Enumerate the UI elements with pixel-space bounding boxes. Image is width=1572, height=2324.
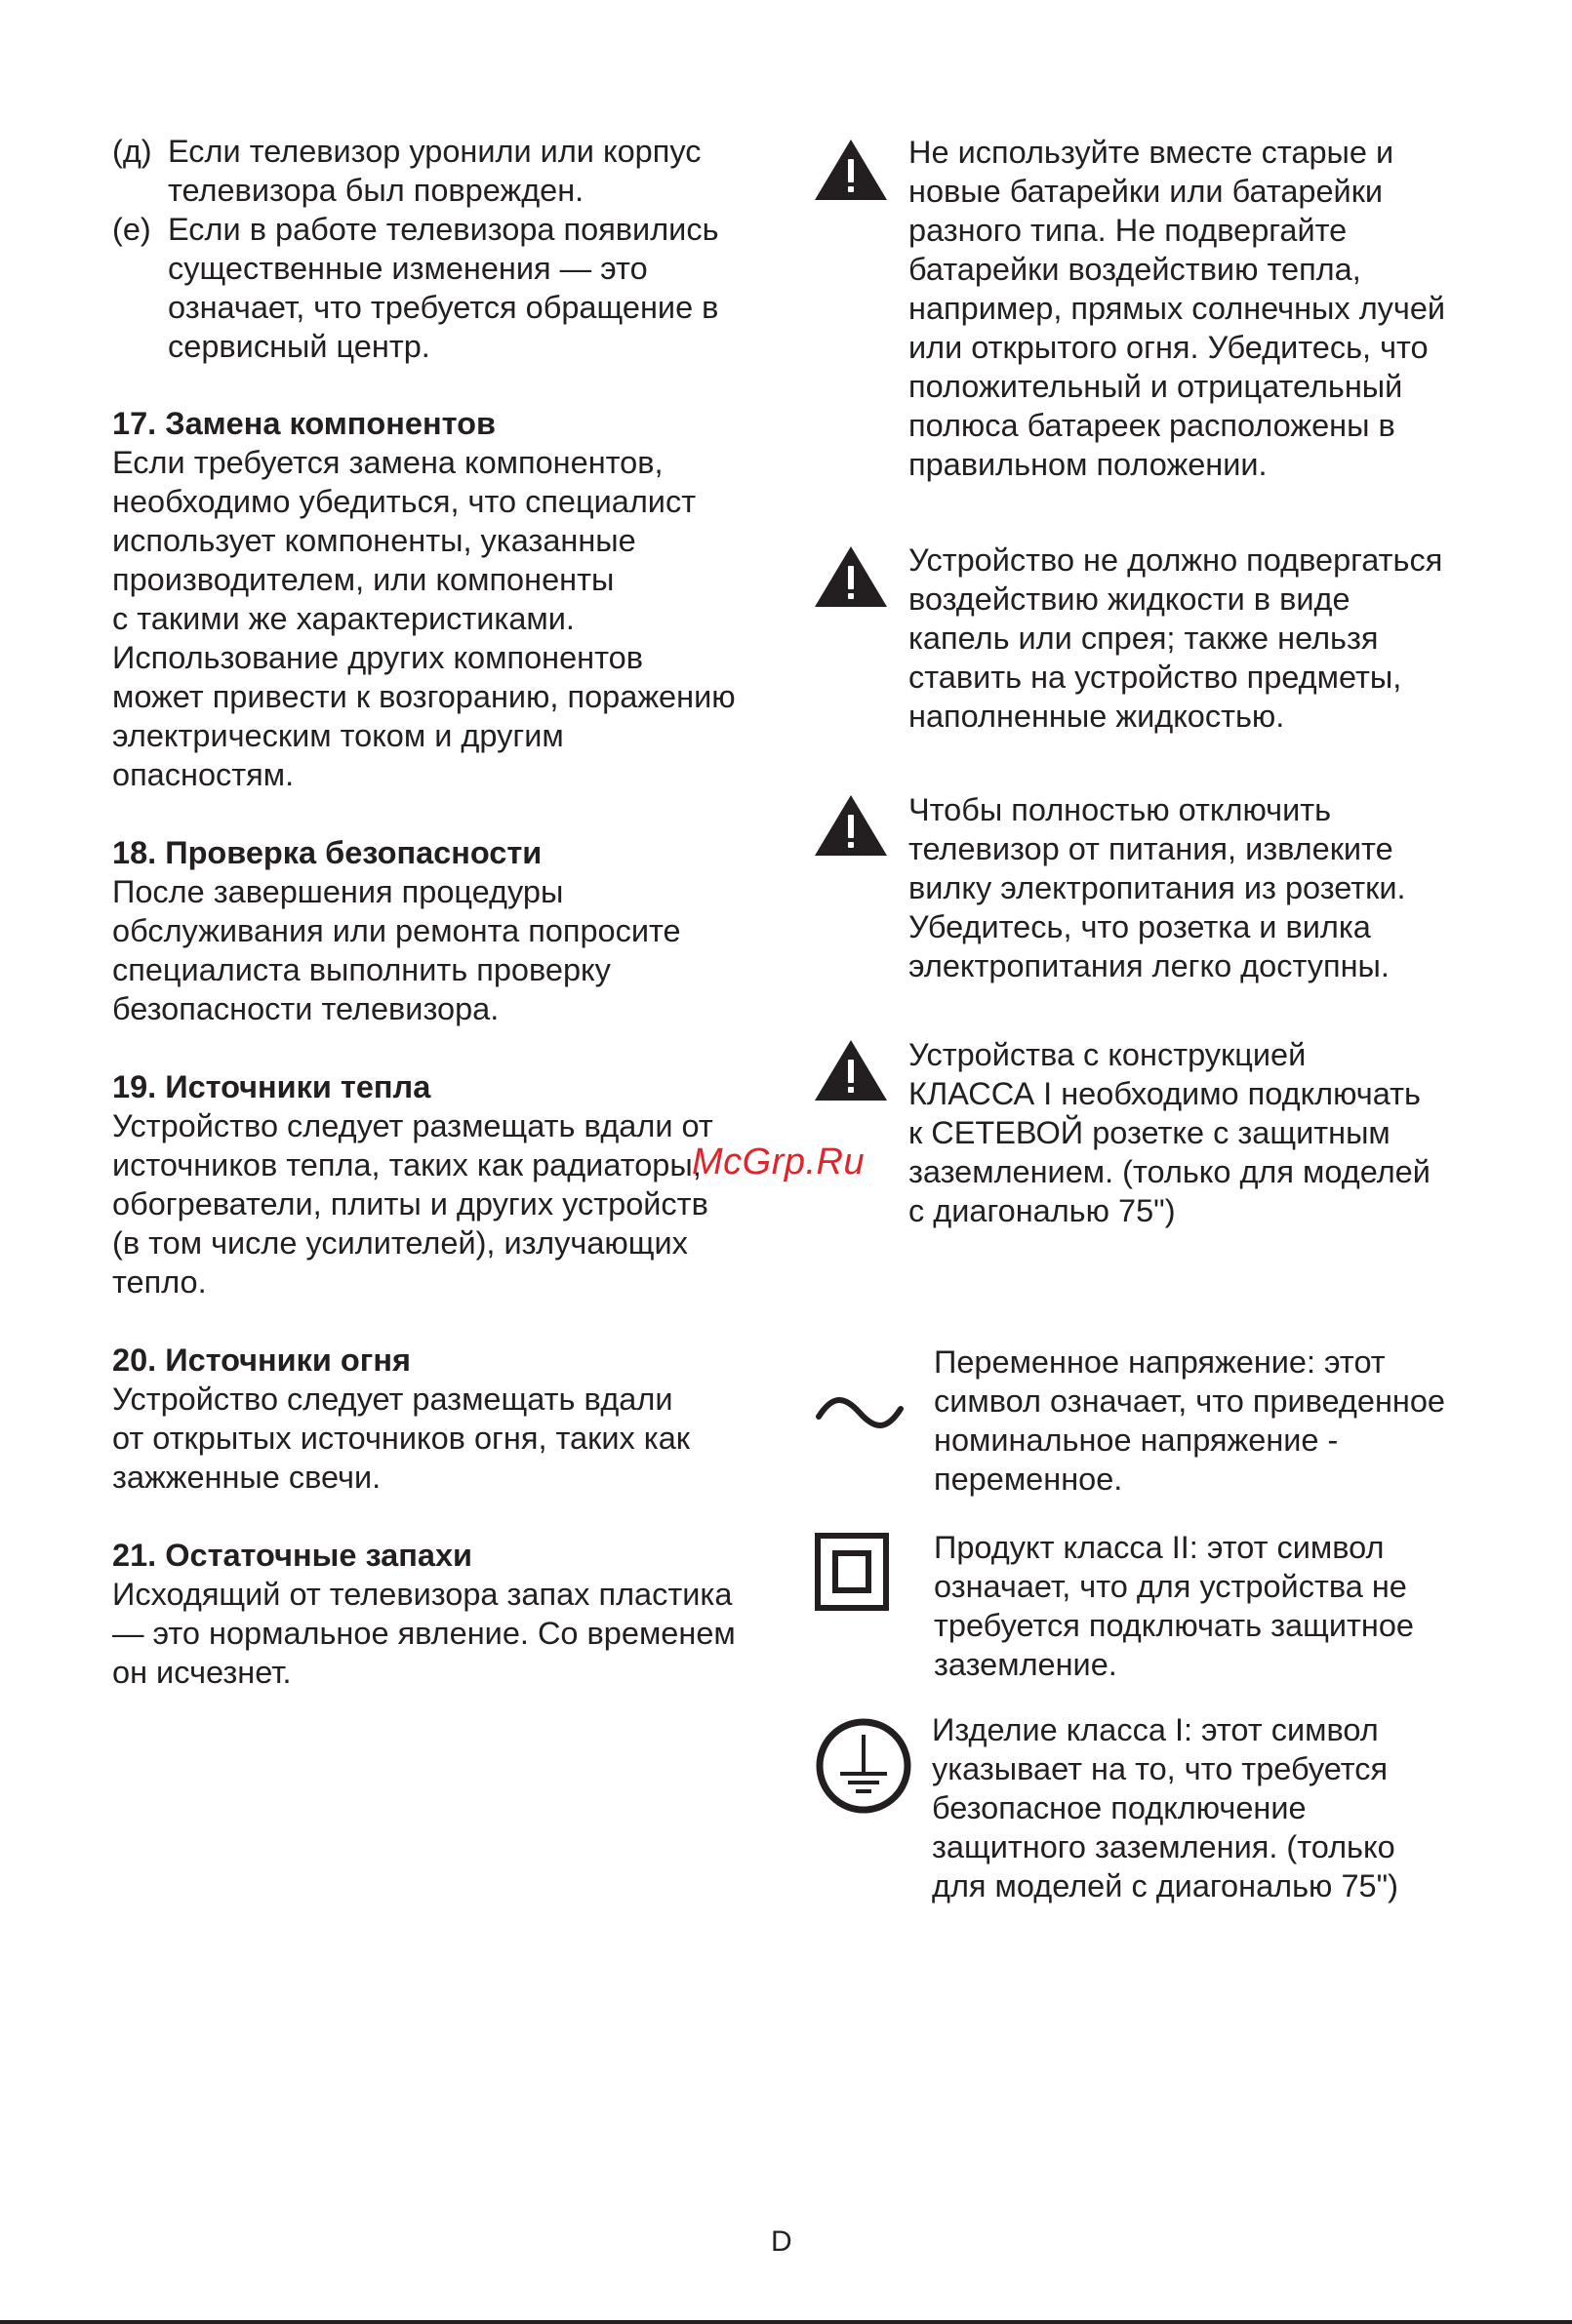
section-line: (в том числе усилителей), излучающих (112, 1225, 688, 1261)
section-line: Устройство следует размещать вдали от (112, 1108, 713, 1143)
warning-triangle-icon (815, 140, 887, 200)
section-line: Использование других компонентов (112, 640, 643, 675)
list-item-line: сервисный центр. (168, 329, 430, 364)
warning-triangle-icon (815, 546, 887, 607)
section-21 (112, 1536, 736, 1692)
warning-line: капель или спрея; также нельзя (908, 621, 1379, 656)
alternating-current-icon (815, 1393, 905, 1432)
symbol-line: Продукт класса II: этот символ (934, 1530, 1385, 1565)
section-heading: 18. Проверка безопасности (112, 835, 543, 870)
page-number: D (771, 2225, 792, 2258)
symbol-line: Переменное напряжение: этот (934, 1344, 1386, 1380)
warning-line: Не используйте вместе старые и (908, 135, 1394, 170)
warning-line: новые батарейки или батарейки (908, 174, 1384, 209)
watermark: McGrp.Ru (692, 1142, 866, 1182)
list-marker: (е) (112, 212, 151, 247)
section-line: зажженные свечи. (112, 1460, 382, 1495)
warning-line: например, прямых солнечных лучей (908, 291, 1446, 326)
warning-line: вилку электропитания из розетки. (908, 870, 1406, 905)
warning-line: воздействию жидкости в виде (908, 581, 1350, 617)
warning-line: Устройства с конструкцией (908, 1037, 1307, 1072)
section-18 (112, 833, 681, 1028)
section-19 (112, 1067, 713, 1302)
section-line: обслуживания или ремонта попросите (112, 913, 681, 948)
warning-triangle-icon (815, 1040, 887, 1101)
symbol-line: символ означает, что приведенное (934, 1383, 1445, 1419)
section-line: тепло. (112, 1264, 207, 1300)
warning-line: правильном положении. (908, 447, 1268, 482)
list-item-line: означает, что требуется обращение в (168, 290, 719, 325)
section-20 (112, 1341, 690, 1497)
warning-line: КЛАССА I необходимо подключать (908, 1076, 1421, 1111)
symbol-ac (934, 1342, 1445, 1499)
symbol-line: номинальное напряжение - (934, 1422, 1339, 1458)
warning-triangle-icon (815, 795, 887, 856)
list-item-line: Если телевизор уронили или корпус (168, 134, 702, 169)
warning-line: положительный и отрицательный (908, 369, 1403, 404)
warning-line: или открытого огня. Убедитесь, что (908, 330, 1429, 365)
section-line: Устройство следует размещать вдали (112, 1382, 673, 1417)
list-item-line: Если в работе телевизора появились (168, 212, 719, 247)
symbol-line: Изделие класса I: этот символ (932, 1712, 1379, 1747)
symbol-line: заземление. (934, 1647, 1117, 1682)
warning-batteries (908, 133, 1445, 484)
section-line: — это нормальное явление. Со временем (112, 1616, 736, 1651)
section-heading: 21. Остаточные запахи (112, 1538, 473, 1573)
symbol-line: защитного заземления. (только (932, 1829, 1395, 1864)
section-line: Исходящий от телевизора запах пластика (112, 1577, 733, 1612)
symbol-line: для моделей с диагональю 75") (932, 1868, 1398, 1903)
symbol-line: означает, что для устройства не (934, 1569, 1407, 1604)
list-marker: (д) (112, 134, 152, 169)
section-line: необходимо убедиться, что специалист (112, 484, 697, 519)
symbol-line: требуется подключать защитное (934, 1608, 1414, 1643)
list-item-line: существенные изменения — это (168, 251, 648, 286)
symbol-line: переменное. (934, 1462, 1123, 1497)
warning-disconnect (908, 790, 1406, 985)
section-line: может привести к возгоранию, поражению (112, 679, 736, 714)
warning-line: заземлением. (только для моделей (908, 1154, 1431, 1189)
section-line: безопасности телевизора. (112, 991, 500, 1026)
section-line: он исчезнет. (112, 1655, 292, 1690)
warning-liquid (908, 541, 1442, 736)
section-line: обогреватели, плиты и других устройств (112, 1186, 708, 1222)
section-line: Если требуется замена компонентов, (112, 445, 664, 480)
warning-line: телевизор от питания, извлеките (908, 831, 1393, 866)
protective-earth-icon (815, 1717, 912, 1815)
warning-line: к СЕТЕВОЙ розетке с защитным (908, 1115, 1391, 1150)
symbol-class-i (932, 1710, 1398, 1905)
symbol-line: безопасное подключение (932, 1790, 1307, 1825)
warning-line: электропитания легко доступны. (908, 948, 1390, 983)
warning-line: с диагональю 75") (908, 1193, 1176, 1228)
section-line: После завершения процедуры (112, 874, 564, 909)
section-heading: 19. Источники тепла (112, 1069, 431, 1104)
symbol-class-ii (934, 1528, 1414, 1684)
warning-line: наполненные жидкостью. (908, 699, 1285, 734)
section-line: с такими же характеристиками. (112, 601, 575, 636)
bottom-rule (0, 2320, 1572, 2324)
warning-line: Чтобы полностью отключить (908, 792, 1332, 827)
class-ii-double-square-icon (815, 1533, 889, 1611)
section-line: использует компоненты, указанные (112, 523, 636, 558)
section-17 (112, 404, 736, 794)
warning-line: Убедитесь, что розетка и вилка (908, 909, 1371, 944)
warning-line: полюса батареек расположены в (908, 408, 1395, 443)
section-line: опасностям. (112, 757, 295, 792)
section-heading: 20. Источники огня (112, 1342, 411, 1378)
section-line: специалиста выполнить проверку (112, 952, 611, 987)
section-heading: 17. Замена компонентов (112, 406, 496, 441)
section-line: производителем, или компоненты (112, 562, 615, 597)
warning-line: разного типа. Не подвергайте (908, 213, 1348, 248)
section-line: от открытых источников огня, таких как (112, 1421, 690, 1456)
warning-line: Устройство не должно подвергаться (908, 542, 1443, 578)
section-line: электрическим током и другим (112, 718, 564, 753)
warning-line: ставить на устройство предметы, (908, 660, 1402, 695)
list-item-line: телевизора был поврежден. (168, 173, 584, 208)
symbol-line: указывает на то, что требуется (932, 1751, 1389, 1786)
warning-line: батарейки воздействию тепла, (908, 252, 1361, 287)
section-line: источников тепла, таких как радиаторы, (112, 1147, 702, 1182)
warning-class-i (908, 1035, 1431, 1230)
